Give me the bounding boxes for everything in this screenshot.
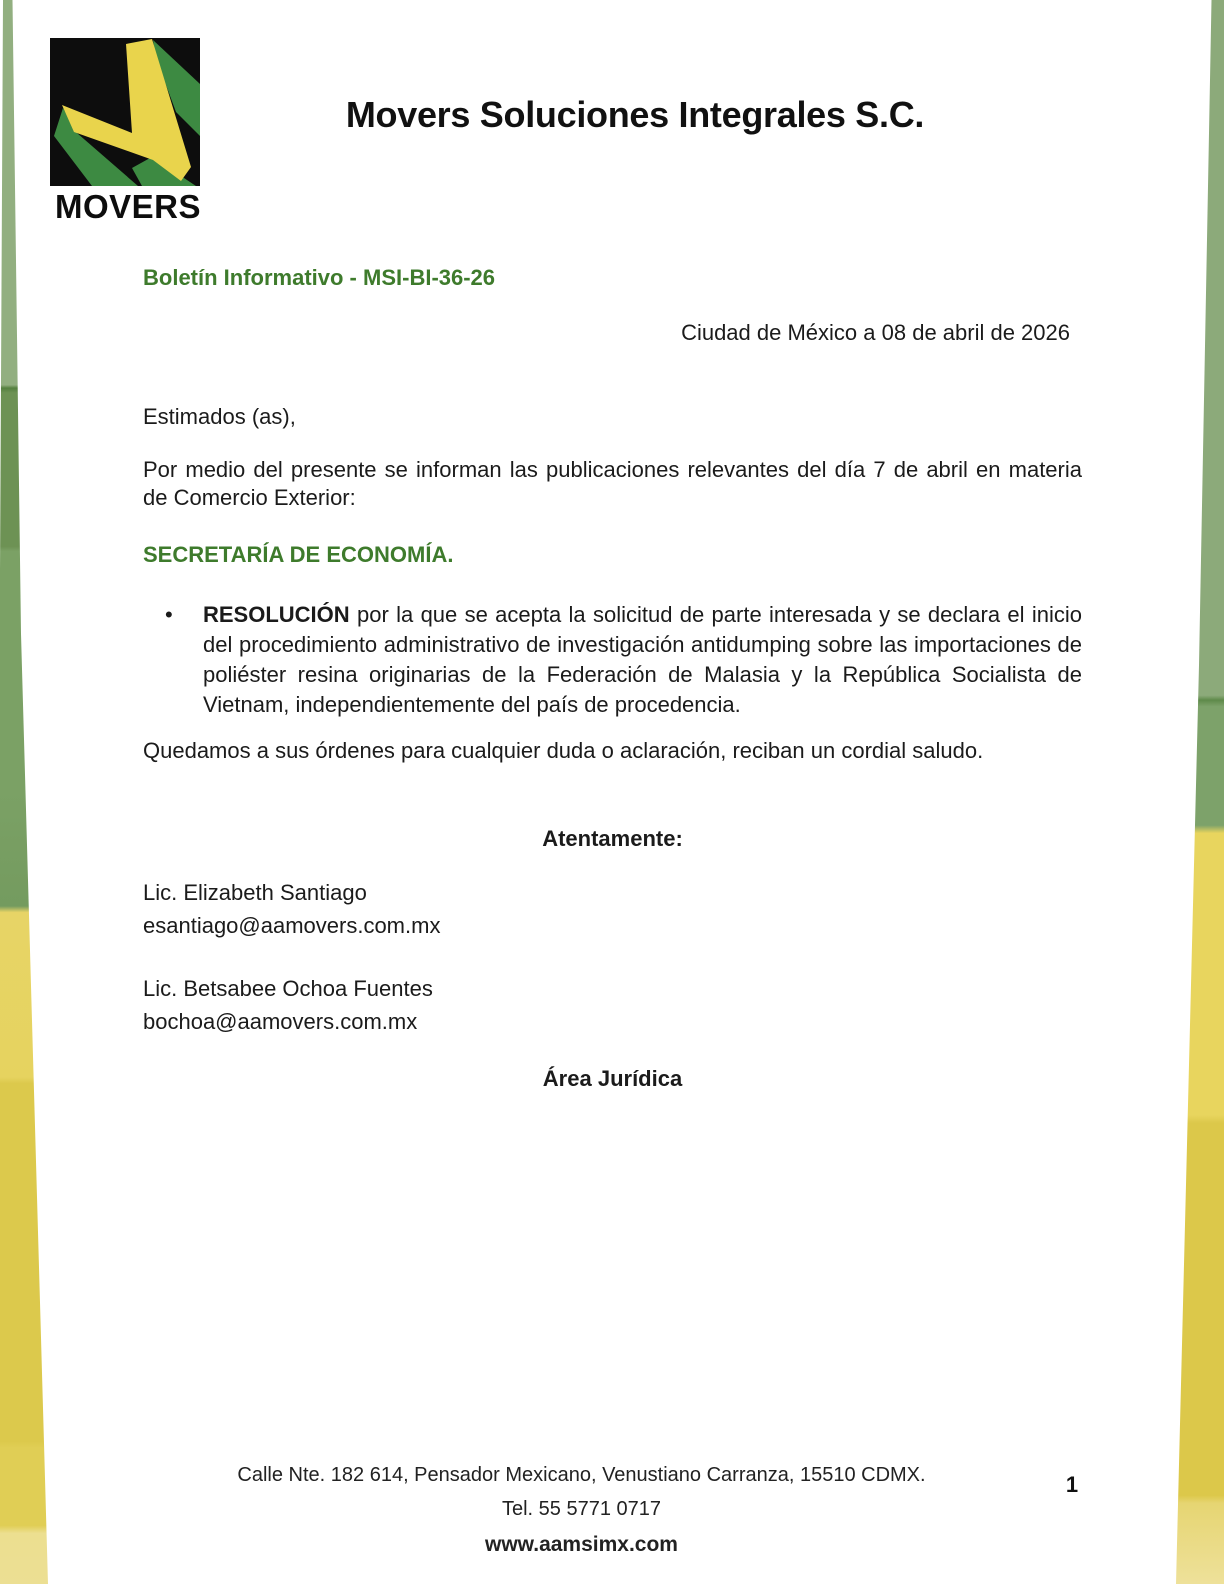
footer-phone: Tel. 55 5771 0717	[501, 1498, 662, 1520]
contact-name: Lic. Elizabeth Santiago	[143, 880, 367, 905]
closing-paragraph: Quedamos a sus órdenes para cualquier duda o aclaración, reciban un cordial saludo.	[143, 738, 984, 763]
contact-name: Lic. Betsabee Ochoa Fuentes	[143, 976, 433, 1001]
left-edge-swoosh-decoration	[0, 0, 50, 1584]
section-heading: SECRETARÍA DE ECONOMÍA.	[143, 542, 454, 567]
logo-wordmark: MOVERS	[54, 188, 202, 225]
footer-website: www.aamsimx.com	[485, 1533, 678, 1556]
contact-block-1	[143, 876, 1082, 942]
intro-paragraph: Por medio del presente se informan las publicaciones relevantes del día 7 de abril en materia de Comercio Exterior:	[143, 457, 1082, 510]
footer-contact-info	[143, 1458, 1020, 1526]
contact-email: esantiago@aamovers.com.mx	[143, 913, 441, 938]
bullet-marker: •	[165, 602, 173, 627]
bullet-item	[143, 600, 1082, 720]
footer-address: Calle Nte. 182 614, Pensador Mexicano, Venustiano Carranza, 15510 CDMX.	[237, 1464, 926, 1486]
bulletin-id-heading: Boletín Informativo - MSI-BI-36-26	[143, 265, 496, 290]
contact-email: bochoa@aamovers.com.mx	[143, 1009, 418, 1034]
greeting: Estimados (as),	[143, 404, 296, 429]
salutation: Atentamente:	[542, 826, 683, 851]
department-label: Área Jurídica	[542, 1066, 683, 1091]
bullet-lead-word: RESOLUCIÓN	[203, 602, 350, 627]
date-line: Ciudad de México a 08 de abril de 2026	[681, 320, 1070, 345]
bullet-body-text: por la que se acepta la solicitud de parte interesada y se declara el inicio del procedimiento administrativo de investigación antidumping sobre las importaciones de poliéster resina originarias de la Federación de Malasia y la República Socialista de Vietnam, independientemente del país de procedencia.	[203, 602, 1082, 717]
page-number: 1	[1065, 1472, 1079, 1497]
right-edge-swoosh-decoration	[1174, 0, 1224, 1584]
contact-block-2	[143, 972, 1082, 1038]
bullet-text	[203, 600, 1082, 720]
page-title: Movers Soluciones Integrales S.C.	[345, 94, 925, 135]
